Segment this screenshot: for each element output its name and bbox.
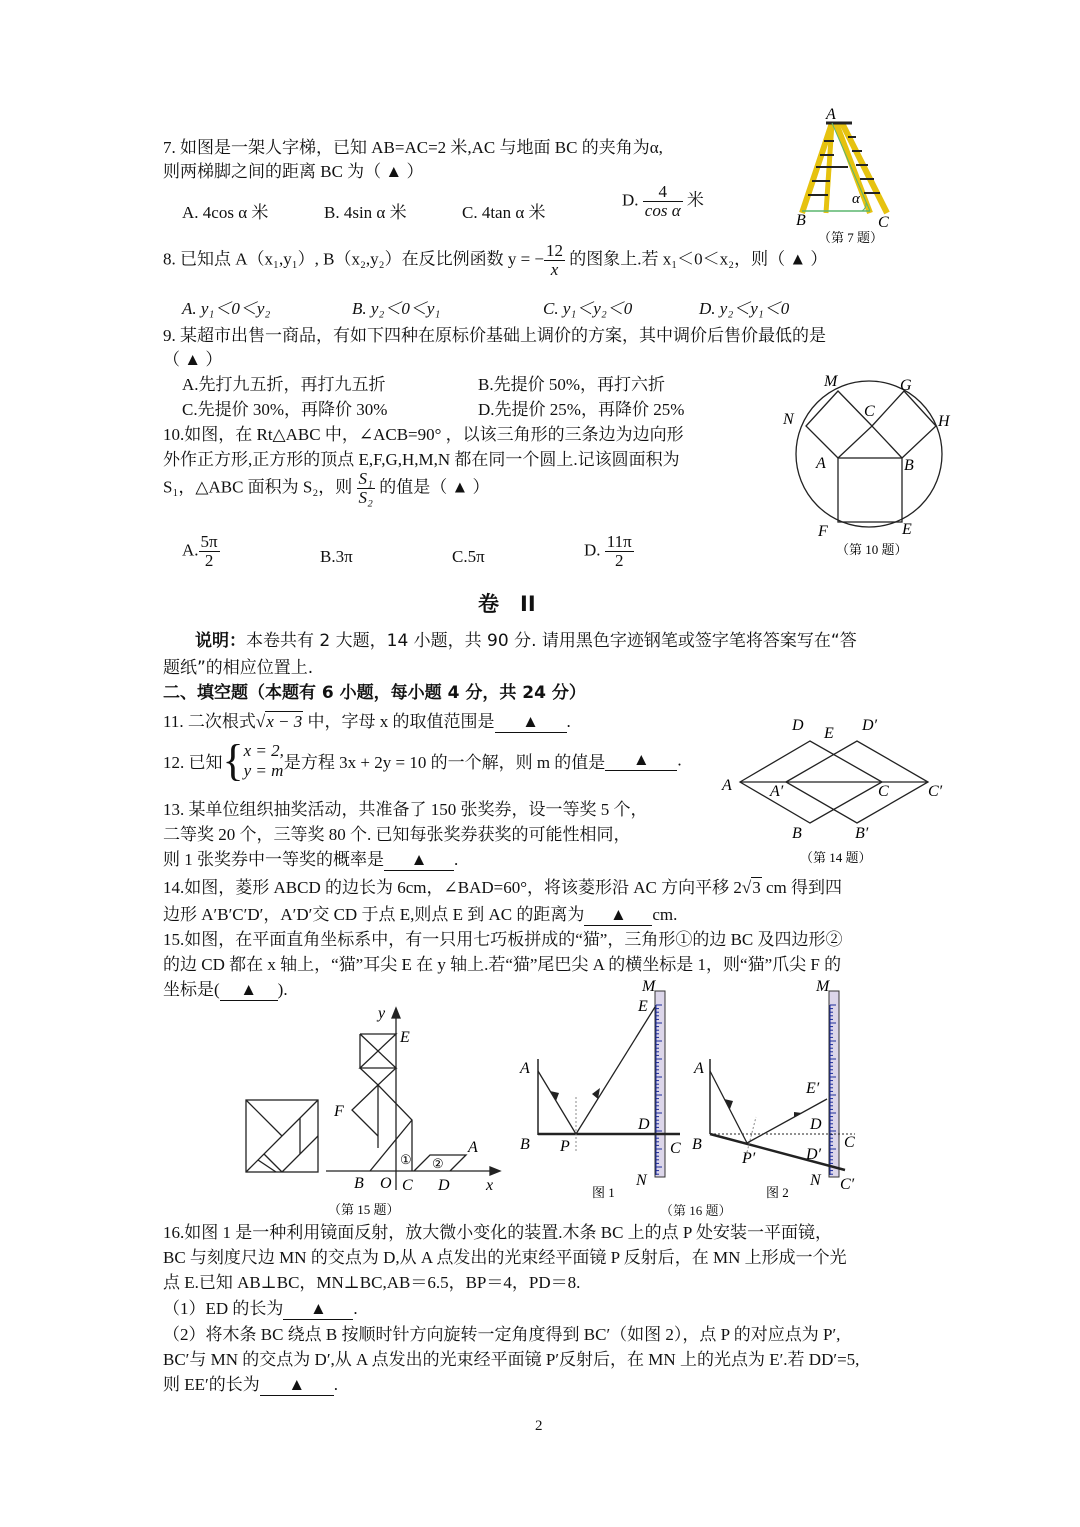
q13-line1: 13. 某单位组织抽奖活动，共准备了 150 张奖券，设一等奖 5 个， — [163, 800, 648, 819]
q14-label-d: D — [792, 717, 804, 734]
q16-f2-label-c-prime: C′ — [840, 1176, 855, 1193]
q7-option-d-num: 4 — [643, 183, 683, 202]
q7-option-b: B. 4sin α 米 — [324, 203, 407, 222]
q16-line2: BC 与刻度尺边 MN 的交点为 D,从 A 点发出的光束经平面镜 P 反射后，在 MN 上形成一个光 — [163, 1248, 847, 1267]
q15-label-e: E — [400, 1029, 410, 1046]
q14-radicand: 3 — [752, 878, 761, 897]
q10-label-g: G — [900, 377, 912, 394]
q9-line1: 9. 某超市出售一商品，有如下四种在原标价基础上调价的方案，其中调价后售价最低的是 — [163, 326, 826, 345]
q16-f2-caption: 图 2 — [766, 1185, 789, 1200]
q10-label-b: B — [904, 457, 914, 474]
section-note-text: 本卷共有 2 大题，14 小题，共 90 分. 请用黑色字迹钢笔或签字笔将答案写在“答 — [246, 631, 857, 651]
q16-f2-label-p-prime: P′ — [742, 1150, 756, 1167]
q13-line2: 二等奖 20 个，三等奖 80 个. 已知每张奖券获奖的可能性相同， — [163, 825, 631, 844]
q15-label-circle1: ① — [400, 1152, 412, 1167]
q14-label-d-prime: D′ — [862, 717, 878, 734]
page-number: 2 — [535, 1418, 543, 1434]
q16-f2-label-n: N — [810, 1172, 821, 1189]
q15-label-o: O — [380, 1175, 392, 1192]
q12-system — [244, 741, 284, 780]
q15-label-x: x — [486, 1177, 494, 1194]
q11-pre: 11. 二次根式 — [163, 712, 256, 731]
q16-caption: （第 16 题） — [660, 1203, 732, 1218]
q7-option-d-fraction — [643, 183, 683, 220]
q7-line2: 则两梯脚之间的距离 BC 为（ ▲ ） — [163, 162, 424, 181]
q16-figure2 — [690, 975, 880, 1205]
q14-answer-blank[interactable]: ▲ — [584, 905, 652, 926]
q11: 11. 二次根式√x − 3 中，字母 x 的取值范围是 ▲ . — [163, 712, 571, 731]
q14-label-a-prime: A′ — [770, 783, 784, 800]
q14-label-b: B — [792, 825, 802, 842]
q10-option-a-num: 5π — [200, 532, 218, 551]
q14-caption: （第 14 题） — [800, 850, 872, 865]
q7-line1: 7. 如图是一架人字梯，已知 AB=AC=2 米,AC 与地面 BC 的夹角为α, — [163, 138, 663, 157]
q10-label-f: F — [818, 523, 828, 540]
q14-line1-pre: 14.如图，菱形 ABCD 的边长为 6cm，∠BAD=60°，将该菱形沿 AC 方向平移 2 — [163, 878, 742, 897]
q16-f2-label-b: B — [692, 1136, 702, 1153]
q7-caption: （第 7 题） — [818, 230, 884, 245]
q16-line3: 点 E.已知 AB⊥BC，MN⊥BC,AB＝6.5，BP＝4，PD＝8. — [163, 1273, 581, 1292]
q15-end: ). — [277, 980, 288, 999]
q8-option-d: D. y₂＜y₁＜0 — [699, 299, 790, 318]
section-note-cont: 题纸”的相应位置上. — [163, 658, 314, 678]
q14-end: cm. — [652, 905, 678, 924]
q8-option-b: B. y₂＜0＜y₁ — [352, 299, 441, 318]
q16-part2-line1: （2）将木条 BC 绕点 B 按顺时针方向旋转一定角度得到 BC′（如图 2），点 P 的对应点为 P′, — [163, 1325, 841, 1344]
q10-option-d-frac — [605, 533, 634, 570]
q10-option-c: C.5π — [452, 547, 485, 566]
q12-pre: 12. 已知 — [163, 753, 223, 772]
q8-option-a: A. y₁＜0＜y₂ — [182, 299, 271, 318]
q16-part2-line2: BC′与 MN 的交点为 D′,从 A 点发出的光束经平面镜 P′反射后，在 MN 上的光点为 E′.若 DD′=5, — [163, 1350, 860, 1369]
q15-line1: 15.如图，在平面直角坐标系中，有一只用七巧板拼成的“猫”，三角形①的边 BC 及四边形② — [163, 930, 843, 949]
q12-answer-blank[interactable]: ▲ — [605, 750, 677, 771]
q10-label-e: E — [902, 521, 912, 538]
q14-line1-post: cm 得到四 — [761, 878, 843, 897]
q12-eq1: x = 2, — [243, 740, 284, 760]
q7-label-c: C — [878, 214, 889, 231]
q16-f1-label-a: A — [520, 1060, 530, 1077]
q14-label-b-prime: B′ — [855, 825, 869, 842]
q14-line1: 14.如图，菱形 ABCD 的边长为 6cm，∠BAD=60°，将该菱形沿 AC 方向平移 2√3 cm 得到四 — [163, 878, 843, 897]
q16-f1-label-p: P — [560, 1138, 570, 1155]
q16-f1-label-m: M — [642, 978, 656, 995]
q16-f2-label-m: M — [816, 978, 830, 995]
q10-line1: 10.如图，在 Rt△ABC 中，∠ACB=90° ，以该三角形的三条边为边向形 — [163, 425, 684, 444]
q11-end: . — [566, 712, 571, 731]
q8-num: 12 — [546, 241, 563, 260]
q10-label-h: H — [938, 413, 950, 430]
q15-answer-blank[interactable]: ▲ — [220, 980, 278, 1001]
brace-icon: { — [222, 736, 244, 785]
q12-eq2: y = m — [243, 760, 284, 780]
q12 — [163, 735, 682, 786]
q16-f2-label-d: D — [810, 1116, 822, 1133]
q15-label-a: A — [468, 1139, 478, 1156]
q14-figure — [718, 710, 958, 870]
q16-f1-label-d: D — [638, 1116, 650, 1133]
section-note — [195, 626, 857, 651]
q15-label-circle2: ② — [432, 1156, 444, 1171]
q7-label-alpha: α — [852, 191, 860, 207]
q8-stem-post: 的图象上.若 x₁＜0＜x₂，则（ ▲ ） — [565, 249, 828, 269]
q14-line2-text: 边形 A′B′C′D′，A′D′交 CD 于点 E,则点 E 到 AC 的距离为 — [163, 905, 585, 924]
q15-figure — [238, 1000, 508, 1222]
q11-answer-blank[interactable]: ▲ — [495, 712, 567, 733]
q13-line3-text: 则 1 张奖券中一等奖的概率是 — [163, 850, 384, 869]
section-note-label: 说明： — [195, 631, 246, 651]
q10-option-a-frac — [199, 533, 220, 570]
q16-part1-end: . — [353, 1299, 358, 1318]
q14-line2 — [163, 900, 677, 926]
q10-option-b: B.3π — [320, 547, 353, 566]
q14-label-c: C — [878, 783, 889, 800]
q7-ladder-figure — [790, 105, 915, 245]
q10-option-d-num: 11π — [606, 532, 632, 551]
q7-option-c: C. 4tan α 米 — [462, 203, 546, 222]
q10-line2: 外作正方形,正方形的顶点 E,F,G,H,M,N 都在同一个圆上.记该圆面积为 — [163, 450, 680, 469]
q11-post: 中，字母 x 的取值范围是 — [303, 712, 495, 731]
q16-part2-end: . — [333, 1375, 338, 1394]
q10-line3-pre: S₁，△ABC 面积为 S₂，则 — [163, 477, 353, 497]
q15-label-y: y — [378, 1005, 386, 1022]
q16-part1-text: （1）ED 的长为 — [163, 1299, 284, 1318]
cat-shape — [352, 1034, 466, 1171]
q14-label-c-prime: C′ — [928, 783, 943, 800]
q16-f2-label-e-prime: E′ — [806, 1080, 820, 1097]
q15-label-d: D — [438, 1177, 450, 1194]
q10-label-c: C — [864, 403, 875, 420]
q16-f1-label-c: C — [670, 1140, 681, 1157]
q8-option-c: C. y₁＜y₂＜0 — [543, 299, 633, 318]
q10-option-d-prefix: D. — [584, 540, 601, 560]
q7-label-a: A — [826, 106, 836, 123]
q11-radicand: x − 3 — [266, 712, 303, 731]
q7-option-d-suffix: 米 — [686, 190, 704, 210]
q16-f2-label-a: A — [694, 1060, 704, 1077]
q15-line3 — [163, 975, 288, 1001]
q13-answer-blank[interactable]: ▲ — [384, 850, 454, 871]
q16-f2-label-c: C — [844, 1134, 855, 1151]
q7-option-d-den: cos α — [644, 200, 681, 220]
q14-label-a: A — [722, 777, 732, 794]
q16-part1 — [163, 1294, 358, 1320]
q15-label-f: F — [334, 1103, 344, 1120]
q16-f1-label-e: E — [638, 998, 648, 1015]
q16-part2-line3 — [163, 1370, 338, 1396]
q8-stem-pre: 8. 已知点 A（x₁,y₁）, B（x₂,y₂）在反比例函数 y = − — [163, 249, 544, 269]
q15-label-b: B — [354, 1175, 364, 1192]
rhombus-shapes — [740, 741, 928, 823]
q12-post: 是方程 3x + 2y = 10 的一个解，则 m 的值是 — [283, 753, 606, 772]
q14-label-e: E — [824, 725, 834, 742]
q10-frac-num: S₁ — [358, 469, 373, 488]
q16-f1-label-n: N — [636, 1172, 647, 1189]
q15-line2: 的边 CD 都在 x 轴上，“猫”耳尖 E 在 y 轴上.若“猫”尾巴尖 A 的横坐标是 1，则“猫”爪尖 F 的 — [163, 955, 842, 974]
q9-line2: （ ▲ ） — [163, 350, 223, 369]
q10-label-a: A — [816, 455, 826, 472]
q10-line3 — [163, 470, 490, 507]
q16-part2-text: 则 EE′的长为 — [163, 1375, 260, 1394]
q10-option-d — [584, 533, 634, 570]
section-heading: 二、填空题（本题有 6 小题，每小题 4 分，共 24 分） — [163, 683, 586, 703]
q9-option-b: B.先提价 50%，再打六折 — [478, 375, 665, 394]
q10-figure — [778, 368, 958, 563]
q12-end: . — [677, 750, 682, 770]
q15-label-c: C — [402, 1177, 413, 1194]
q10-label-n: N — [783, 411, 794, 428]
q13-end: . — [454, 850, 459, 869]
q13-line3 — [163, 845, 458, 871]
ladder-icon — [802, 123, 887, 213]
section-title: 卷 II — [478, 592, 536, 616]
q16-line1: 16.如图 1 是一种利用镜面反射，放大微小变化的装置.木条 BC 上的点 P 处安装一平面镜， — [163, 1223, 832, 1242]
q7-option-d-prefix: D. — [622, 190, 639, 210]
q7-label-b: B — [796, 212, 806, 229]
q7-option-d — [622, 183, 704, 220]
axes — [326, 1008, 500, 1190]
q10-option-a — [182, 533, 220, 570]
q10-frac-den: S₂ — [358, 487, 373, 507]
q10-caption: （第 10 题） — [836, 542, 908, 557]
q7-option-a: A. 4cos α 米 — [182, 203, 269, 222]
q16-f2-label-d-prime: D′ — [806, 1146, 822, 1163]
q16-part2-answer-blank[interactable]: ▲ — [260, 1375, 334, 1396]
q8-den: x — [550, 259, 559, 279]
q16-figure1 — [512, 975, 692, 1205]
q9-option-c: C.先提价 30%，再降价 30% — [182, 400, 388, 419]
q8-fraction — [544, 242, 565, 279]
q9-option-a: A.先打九五折，再打九五折 — [182, 375, 386, 394]
q10-fraction — [357, 470, 375, 507]
q10-option-a-prefix: A. — [182, 540, 199, 560]
q8-stem — [163, 242, 827, 279]
q10-option-d-den: 2 — [615, 550, 624, 570]
q16-part1-answer-blank[interactable]: ▲ — [283, 1299, 353, 1320]
q15-line3-text: 坐标是( — [163, 980, 220, 999]
q10-line3-post: 的值是（ ▲ ） — [379, 477, 490, 497]
q9-option-d: D.先提价 25%，再降价 25% — [478, 400, 685, 419]
q10-option-a-den: 2 — [204, 550, 214, 570]
q16-f1-caption: 图 1 — [592, 1185, 615, 1200]
tangram-square — [246, 1100, 318, 1172]
q10-label-m: M — [824, 373, 838, 390]
q16-f1-label-b: B — [520, 1136, 530, 1153]
q15-caption: （第 15 题） — [328, 1202, 400, 1217]
